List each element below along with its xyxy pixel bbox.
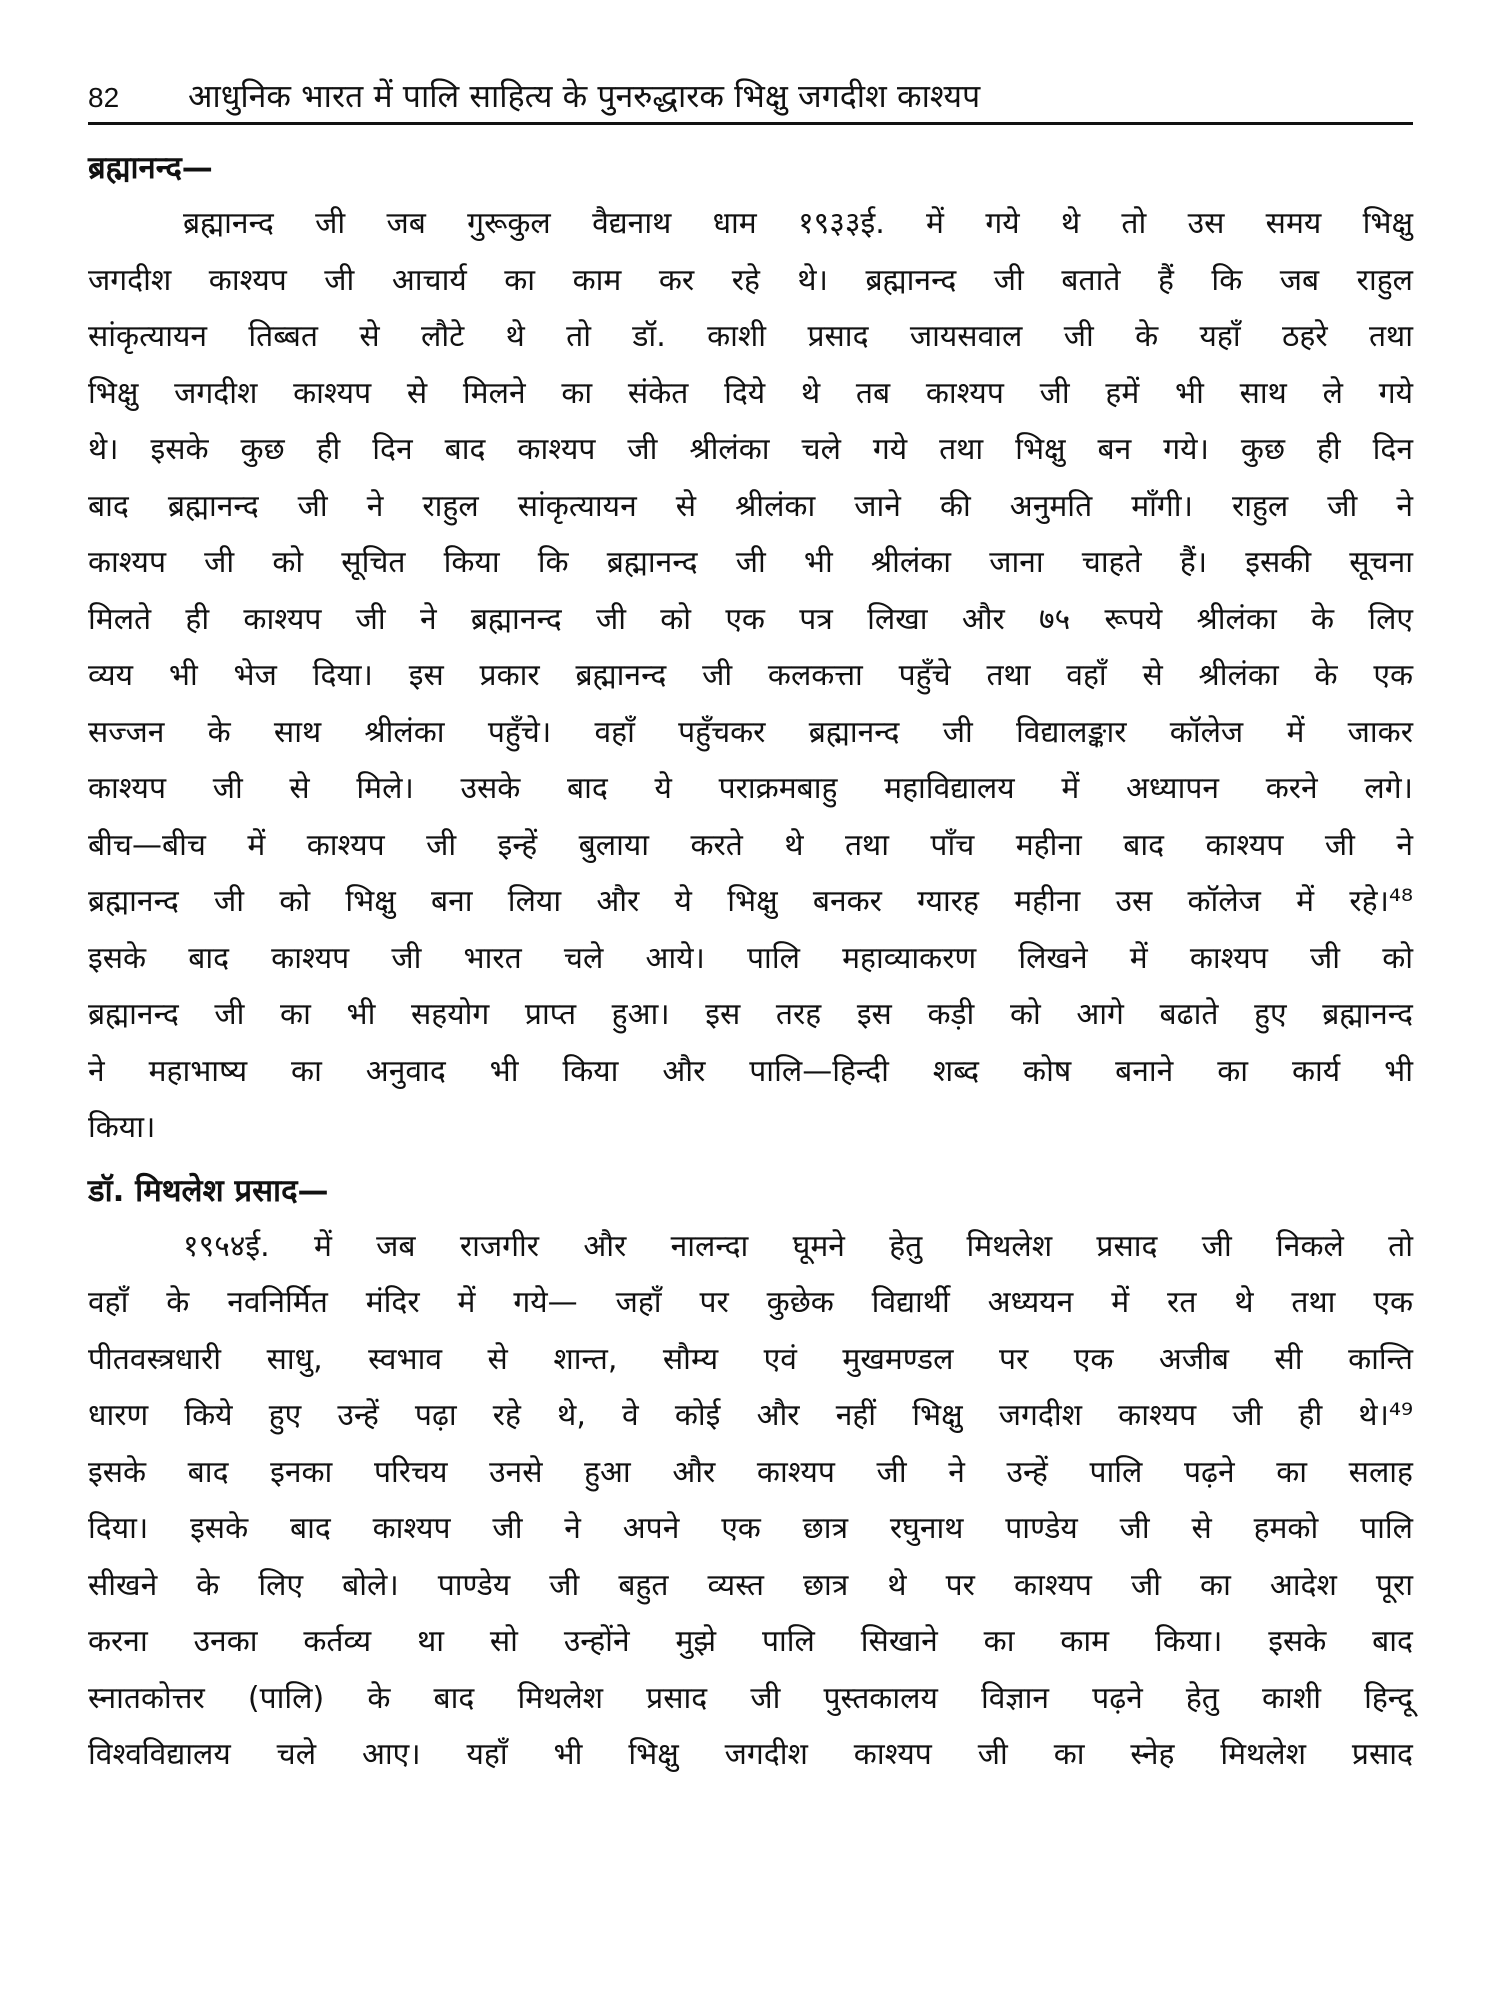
text-line: स्नातकोत्तर (पालि) के बाद मिथलेश प्रसाद जी पुस्तकालय विज्ञान पढ़ने हेतु काशी हिन्दू [88, 1680, 1413, 1716]
text-line: विश्वविद्यालय चले आए। यहाँ भी भिक्षु जगदीश काश्यप जी का स्नेह मिथलेश प्रसाद [88, 1737, 1413, 1772]
text-line: थे। इसके कुछ ही दिन बाद काश्यप जी श्रीलंका चले गये तथा भिक्षु बन गये। कुछ ही दिन [88, 432, 1413, 467]
text-line: जगदीश काश्यप जी आचार्य का काम कर रहे थे। ब्रह्मानन्द जी बताते हैं कि जब राहुल [88, 262, 1413, 298]
text-line: किया। [88, 1110, 156, 1145]
text-line: इसके बाद काश्यप जी भारत चले आये। पालि महाव्याकरण लिखने में काश्यप जी को [88, 940, 1413, 976]
text-line: दिया। इसके बाद काश्यप जी ने अपने एक छात्र रघुनाथ पाण्डेय जी से हमको पालि [88, 1511, 1413, 1546]
text-line: सांकृत्यायन तिब्बत से लौटे थे तो डॉ. काशी प्रसाद जायसवाल जी के यहाँ ठहरे तथा [88, 319, 1413, 354]
text-line: बाद ब्रह्मानन्द जी ने राहुल सांकृत्यायन से श्रीलंका जाने की अनुमति माँगी। राहुल जी ने [88, 488, 1413, 524]
text-line: पीतवस्त्रधारी साधु, स्वभाव से शान्त, सौम्य एवं मुखमण्डल पर एक अजीब सी कान्ति [88, 1341, 1413, 1377]
text-line: बीच—बीच में काश्यप जी इन्हें बुलाया करते थे तथा पाँच महीना बाद काश्यप जी ने [88, 827, 1413, 863]
text-line: ब्रह्मानन्द जी को भिक्षु बना लिया और ये भिक्षु बनकर ग्यारह महीना उस कॉलेज में रहे।⁴⁸ [88, 884, 1413, 919]
text-line: व्यय भी भेज दिया। इस प्रकार ब्रह्मानन्द जी कलकत्ता पहुँचे तथा वहाँ से श्रीलंका के एक [88, 658, 1413, 693]
text-line: ब्रह्मानन्द जी का भी सहयोग प्राप्त हुआ। इस तरह इस कड़ी को आगे बढाते हुए ब्रह्मानन्द [88, 997, 1413, 1032]
paragraph-brahmanand [88, 196, 1413, 1157]
running-title: आधुनिक भारत में पालि साहित्य के पुनरुद्धारक भिक्षु जगदीश काश्यप [188, 77, 981, 115]
text-line: सीखने के लिए बोले। पाण्डेय जी बहुत व्यस्त छात्र थे पर काश्यप जी का आदेश पूरा [88, 1567, 1413, 1603]
page-body [88, 140, 1413, 1784]
text-line: ब्रह्मानन्द जी जब गुरूकुल वैद्यनाथ धाम १९३३ई. में गये थे तो उस समय भिक्षु [183, 206, 1413, 241]
text-line: काश्यप जी से मिले। उसके बाद ये पराक्रमबाहु महाविद्यालय में अध्यापन करने लगे। [88, 771, 1413, 806]
text-line: भिक्षु जगदीश काश्यप से मिलने का संकेत दिये थे तब काश्यप जी हमें भी साथ ले गये [88, 375, 1413, 411]
text-line: धारण किये हुए उन्हें पढ़ा रहे थे, वे कोई और नहीं भिक्षु जगदीश काश्यप जी ही थे।⁴⁹ [88, 1398, 1413, 1433]
text-line: ने महाभाष्य का अनुवाद भी किया और पालि—हिन्दी शब्द कोष बनाने का कार्य भी [88, 1053, 1413, 1089]
text-line: सज्जन के साथ श्रीलंका पहुँचे। वहाँ पहुँचकर ब्रह्मानन्द जी विद्यालङ्कार कॉलेज में जाकर [88, 714, 1413, 750]
page-number: 82 [88, 82, 120, 113]
text-line: वहाँ के नवनिर्मित मंदिर में गये— जहाँ पर कुछेक विद्यार्थी अध्ययन में रत थे तथा एक [88, 1285, 1413, 1320]
section-heading-brahmanand: ब्रह्मानन्द— [88, 150, 213, 186]
text-line: मिलते ही काश्यप जी ने ब्रह्मानन्द जी को एक पत्र लिखा और ७५ रूपये श्रीलंका के लिए [88, 601, 1413, 637]
page-header [88, 70, 1413, 126]
text-line: करना उनका कर्तव्य था सो उन्होंने मुझे पालि सिखाने का काम किया। इसके बाद [88, 1624, 1413, 1659]
text-line: १९५४ई. में जब राजगीर और नालन्दा घूमने हेतु मिथलेश प्रसाद जी निकले तो [183, 1228, 1413, 1264]
text-line: इसके बाद इनका परिचय उनसे हुआ और काश्यप जी ने उन्हें पालि पढ़ने का सलाह [88, 1454, 1413, 1490]
text-line: काश्यप जी को सूचित किया कि ब्रह्मानन्द जी भी श्रीलंका जाना चाहते हैं। इसकी सूचना [88, 545, 1413, 580]
paragraph-mithlesh-prasad [88, 1219, 1413, 1784]
section-heading-mithlesh-prasad: डॉ. मिथलेश प्रसाद— [88, 1172, 329, 1209]
header-rule [88, 122, 1413, 125]
